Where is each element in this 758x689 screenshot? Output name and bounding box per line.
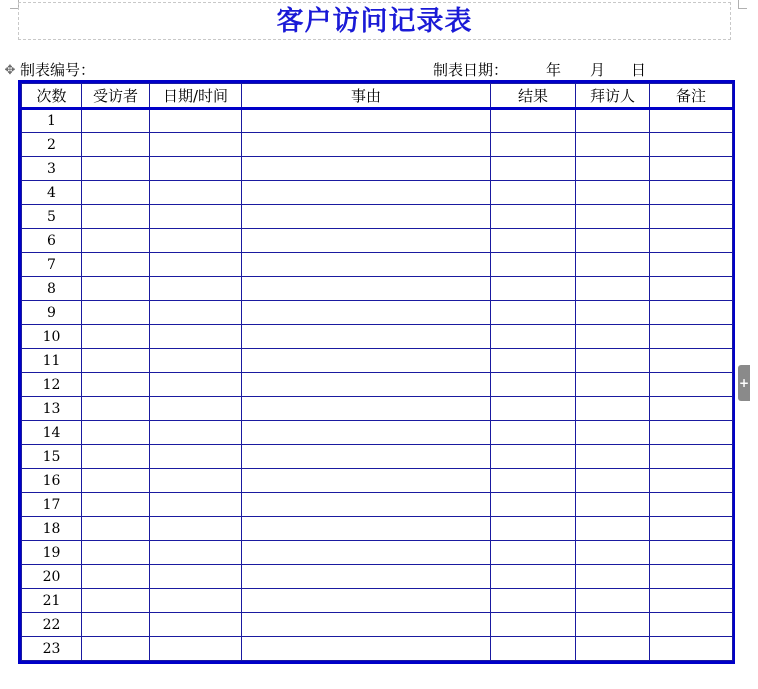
table-cell[interactable] xyxy=(650,421,733,445)
table-cell[interactable] xyxy=(82,301,150,325)
row-number-cell[interactable]: 1 xyxy=(22,109,82,133)
table-cell[interactable] xyxy=(82,613,150,637)
row-number-cell[interactable]: 15 xyxy=(22,445,82,469)
table-row xyxy=(22,253,733,277)
table-cell[interactable] xyxy=(576,541,650,565)
table-cell[interactable] xyxy=(82,109,150,133)
table-cell[interactable] xyxy=(650,133,733,157)
table-cell[interactable] xyxy=(82,133,150,157)
table-cell[interactable] xyxy=(82,589,150,613)
table-cell[interactable] xyxy=(576,109,650,133)
table-cell[interactable] xyxy=(491,373,576,397)
row-number-cell[interactable]: 2 xyxy=(22,133,82,157)
table-cell[interactable] xyxy=(576,301,650,325)
table-cell[interactable] xyxy=(650,565,733,589)
table-cell[interactable] xyxy=(242,613,491,637)
table-cell[interactable] xyxy=(150,373,242,397)
table-cell[interactable] xyxy=(82,253,150,277)
table-cell[interactable] xyxy=(650,229,733,253)
table-cell[interactable] xyxy=(242,421,491,445)
table-cell[interactable] xyxy=(242,445,491,469)
table-cell[interactable] xyxy=(576,277,650,301)
table-cell[interactable] xyxy=(82,493,150,517)
table-cell[interactable] xyxy=(491,469,576,493)
table-cell[interactable] xyxy=(242,349,491,373)
table-cell[interactable] xyxy=(150,205,242,229)
table-cell[interactable] xyxy=(150,301,242,325)
table-cell[interactable] xyxy=(242,157,491,181)
table-cell[interactable] xyxy=(150,109,242,133)
row-number-cell[interactable]: 17 xyxy=(22,493,82,517)
form-date-label: 制表日期： xyxy=(433,61,509,79)
table-cell[interactable] xyxy=(82,157,150,181)
table-cell[interactable] xyxy=(242,229,491,253)
table-cell[interactable] xyxy=(242,109,491,133)
table-cell[interactable] xyxy=(242,277,491,301)
column-header: 受访者 xyxy=(82,84,150,109)
table-row xyxy=(22,325,733,349)
table-cell[interactable] xyxy=(82,637,150,661)
table-cell[interactable] xyxy=(82,541,150,565)
table-cell[interactable] xyxy=(491,445,576,469)
table-cell[interactable] xyxy=(576,469,650,493)
table-cell[interactable] xyxy=(150,277,242,301)
row-number-cell[interactable]: 13 xyxy=(22,397,82,421)
table-cell[interactable] xyxy=(491,205,576,229)
table-cell[interactable] xyxy=(82,181,150,205)
visit-record-table xyxy=(21,83,733,661)
table-row xyxy=(22,421,733,445)
table-row xyxy=(22,517,733,541)
document-title: 客户访问记录表 xyxy=(276,6,473,37)
day-label: 日 xyxy=(631,61,647,79)
row-number-cell[interactable]: 8 xyxy=(22,277,82,301)
table-cell[interactable] xyxy=(82,229,150,253)
table-cell[interactable] xyxy=(650,109,733,133)
row-number-cell[interactable]: 9 xyxy=(22,301,82,325)
table-cell[interactable] xyxy=(150,133,242,157)
table-cell[interactable] xyxy=(576,205,650,229)
table-cell[interactable] xyxy=(576,397,650,421)
row-number-cell[interactable]: 3 xyxy=(22,157,82,181)
table-cell[interactable] xyxy=(650,517,733,541)
table-cell[interactable] xyxy=(576,613,650,637)
table-row xyxy=(22,565,733,589)
table-body xyxy=(22,109,733,661)
table-cell[interactable] xyxy=(650,349,733,373)
table-cell[interactable] xyxy=(576,325,650,349)
table-row xyxy=(22,349,733,373)
table-row xyxy=(22,301,733,325)
table-cell[interactable] xyxy=(82,421,150,445)
table-cell[interactable] xyxy=(242,517,491,541)
table-cell[interactable] xyxy=(242,637,491,661)
table-cell[interactable] xyxy=(150,253,242,277)
row-number-cell[interactable]: 23 xyxy=(22,637,82,661)
table-cell[interactable] xyxy=(242,541,491,565)
add-row-tab-icon[interactable]: + xyxy=(738,365,750,401)
row-number-cell[interactable]: 21 xyxy=(22,589,82,613)
table-header-row xyxy=(22,84,733,109)
table-cell[interactable] xyxy=(150,157,242,181)
table-cell[interactable] xyxy=(650,613,733,637)
table-cell[interactable] xyxy=(242,181,491,205)
table-cell[interactable] xyxy=(82,469,150,493)
table-cell[interactable] xyxy=(576,493,650,517)
table-cell[interactable] xyxy=(491,589,576,613)
table-cell[interactable] xyxy=(242,565,491,589)
table-cell[interactable] xyxy=(242,253,491,277)
table-cell[interactable] xyxy=(650,205,733,229)
year-label: 年 xyxy=(546,61,562,79)
table-cell[interactable] xyxy=(491,421,576,445)
column-header: 结果 xyxy=(491,84,576,109)
table-cell[interactable] xyxy=(650,469,733,493)
row-number-cell[interactable]: 20 xyxy=(22,565,82,589)
row-number-cell[interactable]: 18 xyxy=(22,517,82,541)
table-cell[interactable] xyxy=(82,373,150,397)
table-cell[interactable] xyxy=(82,205,150,229)
table-cell[interactable] xyxy=(650,397,733,421)
table-cell[interactable] xyxy=(650,253,733,277)
table-cell[interactable] xyxy=(242,493,491,517)
table-cell[interactable] xyxy=(650,301,733,325)
form-number-label: 制表编号： xyxy=(20,61,96,79)
table-cell[interactable] xyxy=(576,517,650,541)
table-cell[interactable] xyxy=(576,157,650,181)
table-cell[interactable] xyxy=(576,373,650,397)
row-number-cell[interactable]: 22 xyxy=(22,613,82,637)
table-cell[interactable] xyxy=(576,133,650,157)
table-row xyxy=(22,205,733,229)
table-cell[interactable] xyxy=(576,181,650,205)
table-cell[interactable] xyxy=(150,229,242,253)
table-row xyxy=(22,493,733,517)
table-cell[interactable] xyxy=(650,493,733,517)
row-number-cell[interactable]: 7 xyxy=(22,253,82,277)
row-number-cell[interactable]: 4 xyxy=(22,181,82,205)
table-cell[interactable] xyxy=(491,349,576,373)
table-cell[interactable] xyxy=(150,613,242,637)
table-cell[interactable] xyxy=(576,565,650,589)
table-row xyxy=(22,133,733,157)
table-cell[interactable] xyxy=(491,325,576,349)
table-cell[interactable] xyxy=(242,397,491,421)
table-cell[interactable] xyxy=(650,325,733,349)
table-cell[interactable] xyxy=(150,637,242,661)
table-cell[interactable] xyxy=(491,181,576,205)
table-cell[interactable] xyxy=(650,445,733,469)
table-row xyxy=(22,397,733,421)
table-cell[interactable] xyxy=(150,517,242,541)
column-header: 事由 xyxy=(242,84,491,109)
table-cell[interactable] xyxy=(150,397,242,421)
table-row xyxy=(22,109,733,133)
table-cell[interactable] xyxy=(491,109,576,133)
table-cell[interactable] xyxy=(242,469,491,493)
table-cell[interactable] xyxy=(242,373,491,397)
row-number-cell[interactable]: 16 xyxy=(22,469,82,493)
table-cell[interactable] xyxy=(150,493,242,517)
table-cell[interactable] xyxy=(150,541,242,565)
column-header: 备注 xyxy=(650,84,733,109)
table-cell[interactable] xyxy=(576,229,650,253)
table-cell[interactable] xyxy=(242,301,491,325)
table-cell[interactable] xyxy=(650,589,733,613)
table-cell[interactable] xyxy=(491,493,576,517)
table-cell[interactable] xyxy=(491,229,576,253)
table-cell[interactable] xyxy=(82,349,150,373)
table-cell[interactable] xyxy=(576,637,650,661)
table-cell[interactable] xyxy=(491,637,576,661)
table-cell[interactable] xyxy=(650,637,733,661)
table-cell[interactable] xyxy=(576,253,650,277)
table-cell[interactable] xyxy=(491,301,576,325)
table-cell[interactable] xyxy=(150,349,242,373)
table-cell[interactable] xyxy=(650,157,733,181)
table-cell[interactable] xyxy=(576,589,650,613)
row-number-cell[interactable]: 6 xyxy=(22,229,82,253)
column-header: 次数 xyxy=(22,84,82,109)
table-row xyxy=(22,613,733,637)
table-cell[interactable] xyxy=(242,589,491,613)
row-number-cell[interactable]: 12 xyxy=(22,373,82,397)
table-cell[interactable] xyxy=(150,181,242,205)
table-cell[interactable] xyxy=(491,133,576,157)
table-cell[interactable] xyxy=(150,589,242,613)
table-cell[interactable] xyxy=(150,325,242,349)
visit-record-table-frame xyxy=(18,80,735,664)
table-cell[interactable] xyxy=(491,397,576,421)
table-cell[interactable] xyxy=(150,565,242,589)
table-cell[interactable] xyxy=(82,445,150,469)
table-cell[interactable] xyxy=(491,253,576,277)
title-frame[interactable] xyxy=(18,2,731,40)
column-header: 日期/时间 xyxy=(150,84,242,109)
table-row xyxy=(22,541,733,565)
row-number-cell[interactable]: 11 xyxy=(22,349,82,373)
table-cell[interactable] xyxy=(650,181,733,205)
table-cell[interactable] xyxy=(242,133,491,157)
table-cell[interactable] xyxy=(242,325,491,349)
page-corner-mark-right xyxy=(738,0,747,9)
table-cell[interactable] xyxy=(242,205,491,229)
table-row xyxy=(22,637,733,661)
table-cell[interactable] xyxy=(82,325,150,349)
table-cell[interactable] xyxy=(491,613,576,637)
table-row xyxy=(22,277,733,301)
table-row xyxy=(22,181,733,205)
table-cell[interactable] xyxy=(150,421,242,445)
table-row xyxy=(22,445,733,469)
table-row xyxy=(22,469,733,493)
row-number-cell[interactable]: 5 xyxy=(22,205,82,229)
table-cell[interactable] xyxy=(650,541,733,565)
table-cell[interactable] xyxy=(82,565,150,589)
table-cell[interactable] xyxy=(650,373,733,397)
table-cell[interactable] xyxy=(82,277,150,301)
row-number-cell[interactable]: 14 xyxy=(22,421,82,445)
table-row xyxy=(22,157,733,181)
table-cell[interactable] xyxy=(650,277,733,301)
table-cell[interactable] xyxy=(491,157,576,181)
table-cell[interactable] xyxy=(491,277,576,301)
table-cell[interactable] xyxy=(576,421,650,445)
column-header: 拜访人 xyxy=(576,84,650,109)
table-cell[interactable] xyxy=(150,469,242,493)
table-cell[interactable] xyxy=(491,565,576,589)
table-row xyxy=(22,229,733,253)
table-cell[interactable] xyxy=(491,517,576,541)
table-cell[interactable] xyxy=(491,541,576,565)
row-number-cell[interactable]: 19 xyxy=(22,541,82,565)
row-number-cell[interactable]: 10 xyxy=(22,325,82,349)
table-row xyxy=(22,589,733,613)
table-cell[interactable] xyxy=(576,349,650,373)
table-row xyxy=(22,373,733,397)
table-cell[interactable] xyxy=(82,517,150,541)
month-label: 月 xyxy=(590,61,606,79)
table-cell[interactable] xyxy=(150,445,242,469)
table-cell[interactable] xyxy=(576,445,650,469)
table-move-handle-icon[interactable]: ✥ xyxy=(4,63,16,78)
table-cell[interactable] xyxy=(82,397,150,421)
